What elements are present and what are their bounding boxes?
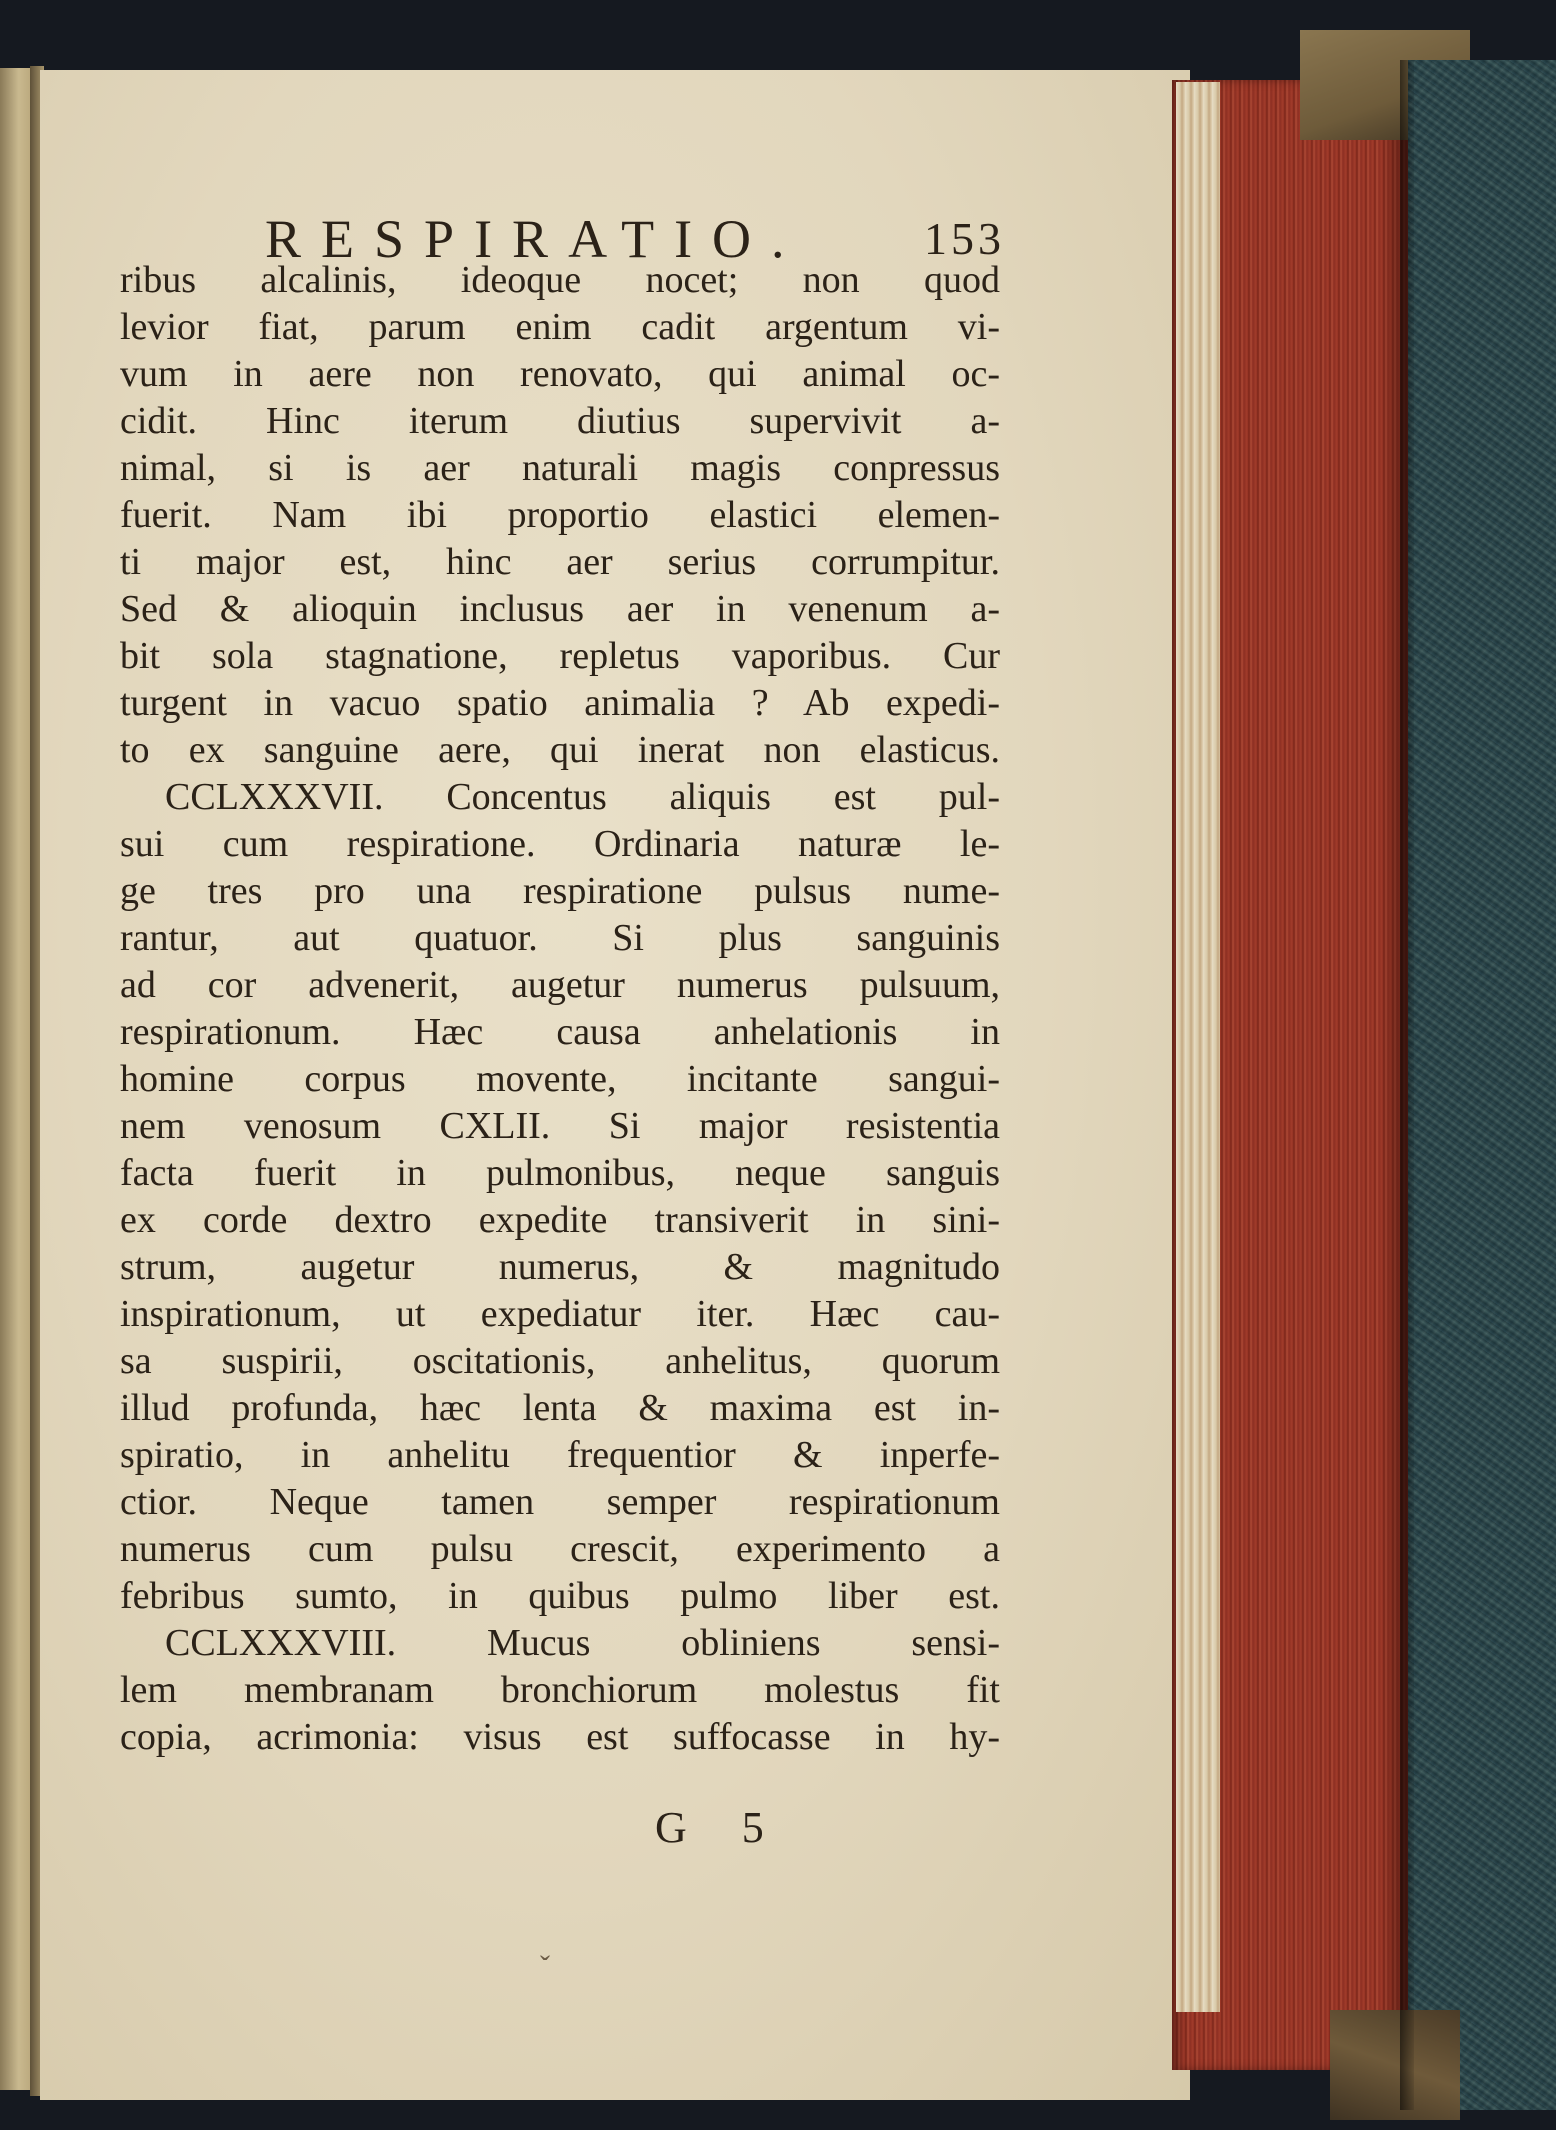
section-heading-line: CCLXXXVIII. Mucus obliniens sensi- xyxy=(165,1622,1000,1664)
text-line: facta fuerit in pulmonibus, neque sanguis xyxy=(120,1152,1000,1194)
text-line: levior fiat, parum enim cadit argentum vi- xyxy=(120,306,1000,348)
text-line: ge tres pro una respiratione pulsus nume- xyxy=(120,870,1000,912)
text-line: spiratio, in anhelitu frequentior & inperfe- xyxy=(120,1434,1000,1476)
text-line: numerus cum pulsu crescit, experimento a xyxy=(120,1528,1000,1570)
text-line: lem membranam bronchiorum molestus fit xyxy=(120,1669,1000,1711)
text-line: turgent in vacuo spatio animalia ? Ab expedi- xyxy=(120,682,1000,724)
text-line: ex corde dextro expedite transiverit in sini- xyxy=(120,1199,1000,1241)
cover-shadow xyxy=(1400,60,1414,2110)
text-line: illud profunda, hæc lenta & maxima est in- xyxy=(120,1387,1000,1429)
text-line: ad cor advenerit, augetur numerus pulsuum, xyxy=(120,964,1000,1006)
text-line: copia, acrimonia: visus est suffocasse in hy- xyxy=(120,1716,1000,1758)
text-line: bit sola stagnatione, repletus vaporibus. Cur xyxy=(120,635,1000,677)
text-line: vum in aere non renovato, qui animal oc- xyxy=(120,353,1000,395)
text-line: fuerit. Nam ibi proportio elastici elemen- xyxy=(120,494,1000,536)
text-line: nem venosum CXLII. Si major resistentia xyxy=(120,1105,1000,1147)
running-title: RESPIRATIO. xyxy=(265,209,805,269)
text-line: nimal, si is aer naturali magis conpressus xyxy=(120,447,1000,489)
cover-corner-bottom xyxy=(1330,2010,1460,2120)
marbled-cover xyxy=(1408,60,1556,2110)
text-line: cidit. Hinc iterum diutius supervivit a- xyxy=(120,400,1000,442)
text-line: rantur, aut quatuor. Si plus sanguinis xyxy=(120,917,1000,959)
section-heading-line: CCLXXXVII. Concentus aliquis est pul- xyxy=(165,776,1000,818)
text-line: ti major est, hinc aer serius corrumpitur. xyxy=(120,541,1000,583)
ink-smudge: ˇ xyxy=(540,1950,550,1983)
text-line: to ex sanguine aere, qui inerat non elasticus. xyxy=(120,729,1000,771)
text-line: respirationum. Hæc causa anhelationis in xyxy=(120,1011,1000,1053)
page-block-inner xyxy=(1176,82,1220,2012)
text-line: ctior. Neque tamen semper respirationum xyxy=(120,1481,1000,1523)
left-page-edge xyxy=(0,68,34,2090)
page-number: 153 xyxy=(924,213,1005,264)
text-line: Sed & alioquin inclusus aer in venenum a- xyxy=(120,588,1000,630)
text-line: homine corpus movente, incitante sangui- xyxy=(120,1058,1000,1100)
text-line: sa suspirii, oscitationis, anhelitus, quorum xyxy=(120,1340,1000,1382)
text-line: febribus sumto, in quibus pulmo liber est. xyxy=(120,1575,1000,1617)
text-line: strum, augetur numerus, & magnitudo xyxy=(120,1246,1000,1288)
text-line: sui cum respiratione. Ordinaria naturæ le- xyxy=(120,823,1000,865)
text-line: inspirationum, ut expediatur iter. Hæc cau- xyxy=(120,1293,1000,1335)
gathering-signature: G 5 xyxy=(655,1803,786,1852)
text-line: ribus alcalinis, ideoque nocet; non quod xyxy=(120,259,1000,301)
